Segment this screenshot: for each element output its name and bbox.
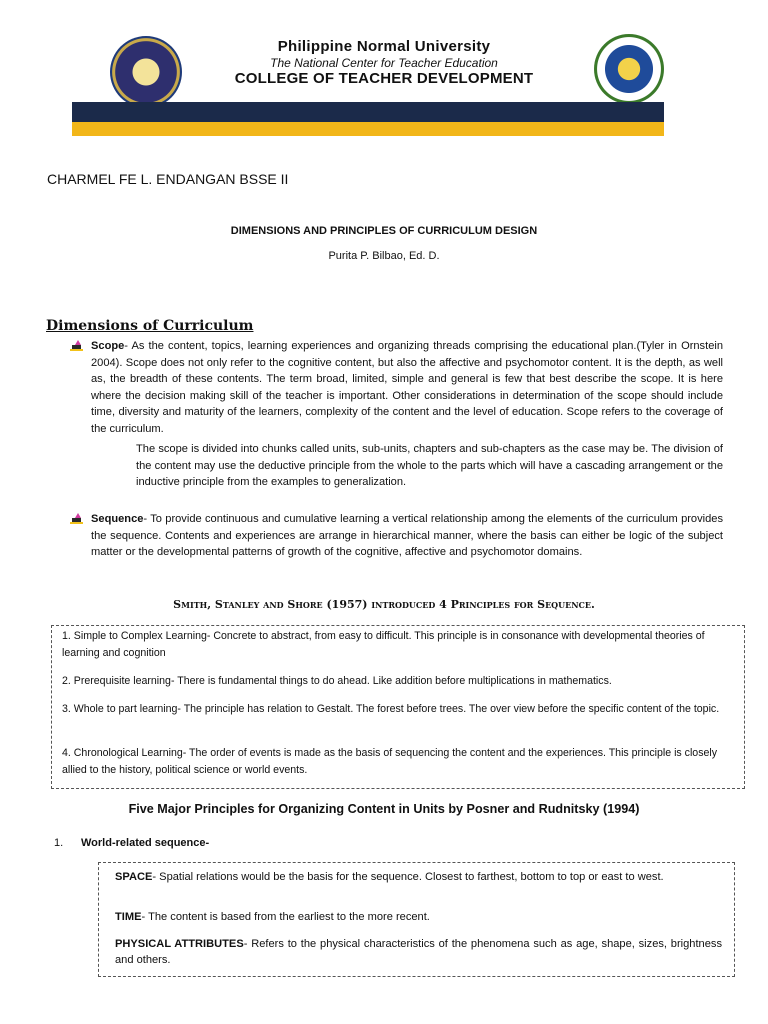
world-sequence-box	[98, 862, 735, 977]
scope-text: - As the content, topics, learning experiences and organizing threads comprising the educational plan.(Tyler in Ornstein 2004). Scope does not only refer to the cognitive content, but also the affective and psychomotor content. It is the depth, as well as, the breadth of these contents. The term broad, limited, simple and general is few that best describe the scope. It is here where the decision making skill of the teacher is important. Other considerations in determination of the scope should include time, diversity and maturity of the learners, complexity of the content and the level of education. Scope refers to the coverage of the curriculum.	[91, 340, 723, 435]
sequence-text: - To provide continuous and cumulative learning a vertical relationship among the elements of the curriculum provides the sequence. Contents and experiences are arrange in hierarchical manner, where the basis can either be logic of the subject matter or the developmental patterns of growth of the cognitive, affective and psychomotor domains.	[91, 513, 723, 558]
college-name: COLLEGE OF TEACHER DEVELOPMENT	[234, 70, 534, 87]
header-bar-navy	[72, 102, 664, 122]
space-term: SPACE	[115, 871, 153, 883]
space-text: - Spatial relations would be the basis for the sequence. Closest to farthest, bottom to top or east to west.	[152, 871, 664, 883]
physical-attributes-item	[115, 937, 722, 968]
university-tagline: The National Center for Teacher Education	[270, 56, 498, 70]
list-number: 1.	[54, 837, 64, 849]
document-title: DIMENSIONS AND PRINCIPLES OF CURRICULUM DESIGN	[230, 225, 538, 237]
sequence-paragraph	[91, 511, 723, 561]
principles-box	[51, 625, 745, 789]
scope-paragraph-2: The scope is divided into chunks called units, sub-units, chapters and sub-chapters as the case may be. The division of the content may use the deductive principle from the whole to the parts which will have a cascading arrangement or the inductive principle from the examples to generalization.	[136, 443, 723, 488]
physical-attributes-term: PHYSICAL ATTRIBUTES	[115, 938, 244, 950]
bullet-arrow-icon	[70, 341, 83, 352]
student-name: CHARMEL FE L. ENDANGAN BSSE II	[47, 171, 289, 187]
smith-heading: Smith, Stanley and Shore (1957) introduced 4 Principles for Sequence.	[173, 598, 595, 611]
ctd-seal-icon	[594, 34, 664, 104]
space-item	[115, 870, 722, 886]
time-text: - The content is based from the earliest to the more recent.	[141, 911, 430, 923]
posner-heading: Five Major Principles for Organizing Content in Units by Posner and Rudnitsky (1994)	[128, 802, 640, 816]
university-name: Philippine Normal University	[277, 38, 491, 55]
header-bar-gold	[72, 122, 664, 136]
principle-item: 4. Chronological Learning- The order of events is made as the basis of sequencing the content and the experiences. This principle is closely allied to the history, political science or world events.	[62, 747, 718, 776]
scope-paragraph	[91, 338, 723, 437]
principle-item: 1. Simple to Complex Learning- Concrete to abstract, from easy to difficult. This principle is in consonance with developmental theories of learning and cognition	[62, 630, 705, 659]
source-author: Purita P. Bilbao, Ed. D.	[328, 250, 440, 262]
time-term: TIME	[115, 911, 142, 923]
time-item	[115, 910, 722, 926]
physical-attributes-text: - Refers to the physical characteristics of the phenomena such as age, shape, sizes, brightness and others.	[115, 938, 722, 966]
bullet-arrow-icon	[70, 514, 83, 525]
scope-term: Scope	[91, 340, 125, 352]
principle-item: 2. Prerequisite learning- There is fundamental things to do ahead. Like addition before multiplications in mathematics.	[62, 675, 612, 687]
sequence-term: Sequence	[91, 513, 144, 525]
principle-item: 3. Whole to part learning- The principle has relation to Gestalt. The forest before trees. The over view before the specific content of the topic.	[62, 703, 720, 715]
world-related-label: World-related sequence-	[81, 837, 210, 849]
dimensions-heading: Dimensions of Curriculum	[46, 318, 254, 334]
